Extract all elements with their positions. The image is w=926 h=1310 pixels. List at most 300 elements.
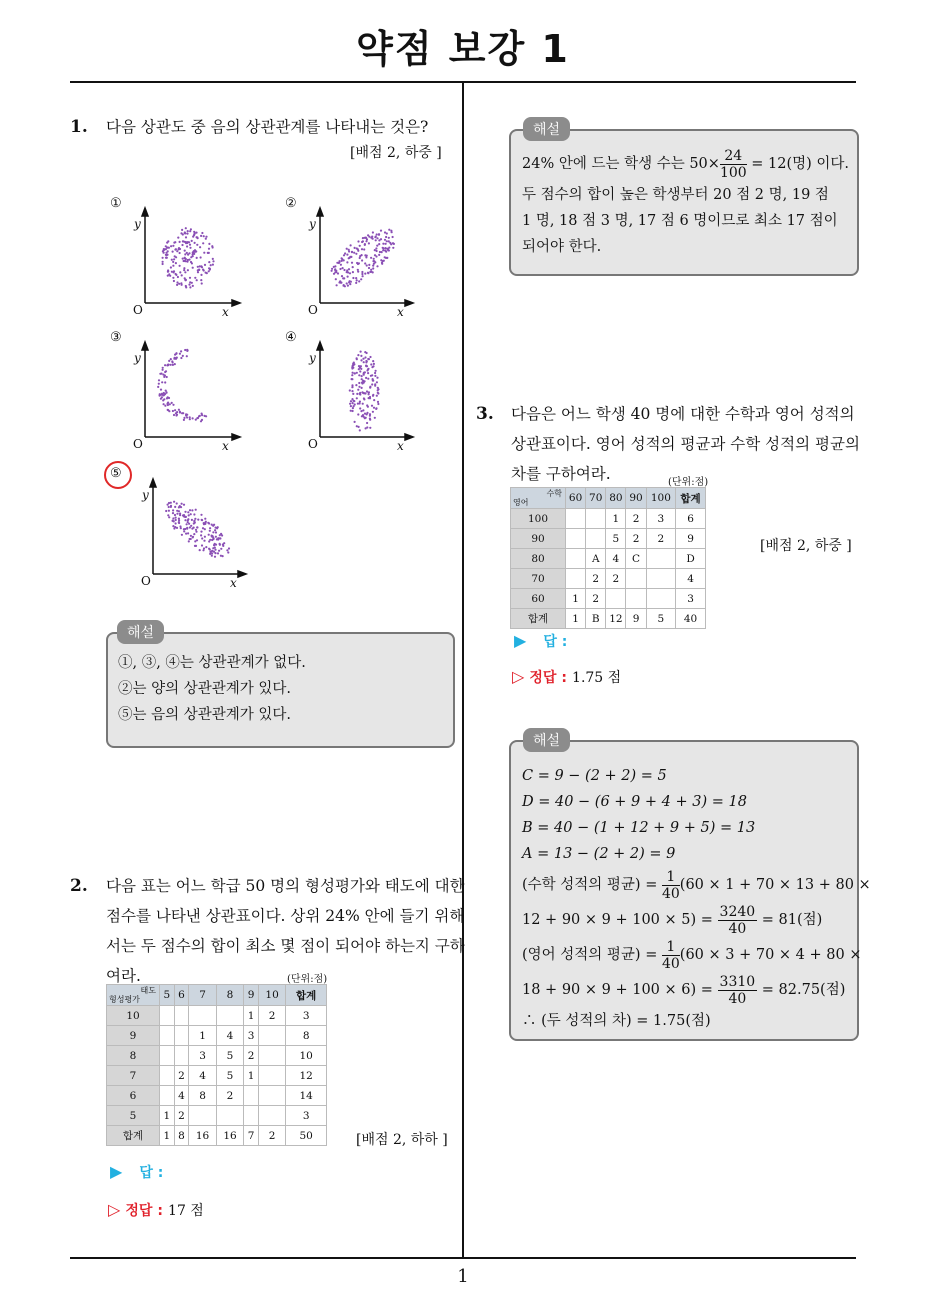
scatter-point	[170, 506, 172, 508]
q2-text-line: 서는 두 점수의 합이 최소 몇 점이 되어야 하는지 구하	[106, 937, 465, 955]
scatter-point	[172, 520, 174, 522]
scatter-point	[220, 548, 222, 550]
scatter-point	[183, 267, 185, 269]
table-cell: 1	[606, 509, 626, 529]
scatter-point	[352, 367, 354, 369]
scatter-point	[361, 387, 363, 389]
fraction-denominator: 100	[719, 164, 747, 181]
scatter-point	[203, 523, 205, 525]
scatter-point	[158, 383, 160, 385]
scatter-point	[193, 234, 195, 236]
scatter-point	[375, 408, 377, 410]
scatter-point	[366, 422, 368, 424]
table-cell: 2	[258, 1006, 285, 1026]
table-cell: 8	[286, 1026, 327, 1046]
scatter-point	[214, 552, 216, 554]
scatter-point	[360, 368, 362, 370]
q1-option-2[interactable]: ②	[285, 196, 297, 211]
scatter-point	[178, 518, 180, 520]
scatter-point	[165, 510, 167, 512]
table-col-header: 합계	[676, 488, 706, 509]
scatter-point	[176, 502, 178, 504]
scatter-point	[167, 514, 169, 516]
scatter-point	[179, 252, 181, 254]
scatter-point	[337, 272, 339, 274]
scatter-point	[393, 243, 395, 245]
table-row-header: 6	[107, 1086, 160, 1106]
table-row	[511, 609, 706, 629]
scatter-point	[359, 393, 361, 395]
scatter-point	[175, 262, 177, 264]
scatter-point	[172, 261, 174, 263]
q2-explanation-text	[522, 146, 849, 260]
scatter-point	[360, 365, 362, 367]
origin-label: O	[308, 437, 318, 451]
scatter-point	[359, 257, 361, 259]
triangle-outline-icon: ▷	[512, 667, 525, 686]
scatter-point	[182, 258, 184, 260]
scatter-point	[201, 232, 203, 234]
q1-option-4[interactable]: ④	[285, 330, 297, 345]
table-cell: 1	[160, 1126, 175, 1146]
scatter-point	[207, 252, 209, 254]
scatter-point	[176, 411, 178, 413]
scatter-point	[376, 233, 378, 235]
scatter-point	[176, 513, 178, 515]
scatter-point	[350, 244, 352, 246]
scatter-point	[210, 264, 212, 266]
scatter-point	[175, 517, 177, 519]
scatter-point	[162, 263, 164, 265]
scatter-point	[163, 403, 165, 405]
scatter-point	[173, 501, 175, 503]
scatter-point	[199, 415, 201, 417]
scatter-point	[355, 384, 357, 386]
q3-explanation-math	[522, 868, 871, 1034]
scatter-point	[379, 251, 381, 253]
scatter-point	[207, 522, 209, 524]
scatter-point	[212, 531, 214, 533]
scatter-point	[211, 552, 213, 554]
scatter-point	[189, 244, 191, 246]
scatter-point	[193, 513, 195, 515]
scatter-point	[374, 383, 376, 385]
corner-top-label: 수학	[546, 489, 562, 498]
scatter-point	[388, 237, 390, 239]
scatter-point	[357, 269, 359, 271]
explain-text: (60 × 1 + 70 × 13 + 80 ×	[679, 877, 871, 893]
scatter-point	[172, 525, 174, 527]
scatter-point	[346, 261, 348, 263]
scatter-point	[362, 409, 364, 411]
table-cell: 9	[676, 529, 706, 549]
scatter-point	[165, 257, 167, 259]
scatter-point	[336, 284, 338, 286]
scatter-point	[194, 277, 196, 279]
scatter-point	[211, 555, 213, 557]
table-row-header: 7	[107, 1066, 160, 1086]
scatter-point	[166, 403, 168, 405]
scatter-point	[384, 239, 386, 241]
table-row	[107, 1026, 327, 1046]
scatter-point	[189, 509, 191, 511]
scatter-point	[168, 397, 170, 399]
scatter-point	[176, 281, 178, 283]
scatter-point	[367, 368, 369, 370]
scatter-point	[189, 286, 191, 288]
scatter-point	[200, 279, 202, 281]
explain-text: 18 + 90 × 9 + 100 × 6) =	[522, 982, 718, 998]
table-cell	[566, 569, 586, 589]
fraction-numerator: 3240	[719, 903, 756, 920]
scatter-point	[335, 278, 337, 280]
scatter-point	[185, 258, 187, 260]
table-cell: B	[586, 609, 606, 629]
scatter-point	[202, 269, 204, 271]
explain-text: (60 × 3 + 70 × 4 + 80 ×	[679, 947, 862, 963]
scatter-point	[382, 249, 384, 251]
table-cell	[566, 529, 586, 549]
scatter-point	[203, 540, 205, 542]
scatter-point	[352, 266, 354, 268]
scatter-point	[201, 544, 203, 546]
scatter-point	[201, 282, 203, 284]
scatter-point	[188, 284, 190, 286]
scatter-point	[346, 271, 348, 273]
scatter-point	[176, 510, 178, 512]
table-cell	[586, 509, 606, 529]
scatter-point	[205, 546, 207, 548]
scatter-point	[187, 254, 189, 256]
scatter-point	[208, 534, 210, 536]
scatter-point	[227, 551, 229, 553]
fraction	[718, 974, 758, 1007]
scatter-point	[200, 420, 202, 422]
scatter-point	[356, 397, 358, 399]
scatter-point	[208, 548, 210, 550]
q2-text-line: 여라.	[106, 967, 141, 985]
scatter-point	[352, 372, 354, 374]
scatter-point	[211, 245, 213, 247]
scatter-point	[160, 389, 162, 391]
fraction	[718, 904, 758, 937]
scatter-point	[167, 364, 169, 366]
scatter-point	[195, 529, 197, 531]
scatter-point	[215, 536, 217, 538]
scatter-point	[204, 518, 206, 520]
scatter-point	[162, 261, 164, 263]
table-row-header: 100	[511, 509, 566, 529]
scatter-point	[353, 405, 355, 407]
scatter-point	[210, 550, 212, 552]
table-cell: 2	[174, 1066, 189, 1086]
scatter-point	[186, 245, 188, 247]
scatter-point	[214, 549, 216, 551]
q2-correct-label: 정답 :	[125, 1203, 163, 1219]
scatter-point	[184, 250, 186, 252]
scatter-point	[188, 241, 190, 243]
scatter-point	[375, 247, 377, 249]
scatter-point	[365, 256, 367, 258]
scatter-point	[331, 270, 333, 272]
scatter-point	[168, 510, 170, 512]
scatter-point	[168, 506, 170, 508]
scatter-point	[201, 537, 203, 539]
scatter-point	[171, 271, 173, 273]
table-cell: 2	[174, 1106, 189, 1126]
scatter-point	[184, 349, 186, 351]
fraction-numerator: 3310	[719, 973, 756, 990]
scatter-point	[170, 364, 172, 366]
table-col-header: 5	[160, 985, 175, 1006]
table-cell: 5	[216, 1046, 243, 1066]
scatter-point	[372, 411, 374, 413]
table-cell	[216, 1006, 243, 1026]
scatter-point	[349, 283, 351, 285]
table-row	[107, 1066, 327, 1086]
scatter-point	[201, 519, 203, 521]
scatter-point	[162, 250, 164, 252]
scatter-point	[354, 247, 356, 249]
scatter-point	[371, 383, 373, 385]
scatter-point	[170, 245, 172, 247]
explain-line: 두 점수의 합이 높은 학생부터 20 점 2 명, 19 점	[522, 187, 829, 203]
q3-answer-label: 답 :	[543, 634, 568, 650]
scatter-point	[195, 419, 197, 421]
scatter-point	[382, 247, 384, 249]
q3-correct-row	[512, 667, 621, 687]
scatter-point	[195, 531, 197, 533]
table-cell: 2	[586, 589, 606, 609]
scatter-point	[364, 413, 366, 415]
scatter-point	[359, 429, 361, 431]
scatter-point	[331, 268, 333, 270]
scatter-point	[162, 374, 164, 376]
table-cell	[216, 1106, 243, 1126]
scatter-point	[368, 267, 370, 269]
scatter-point	[366, 412, 368, 414]
scatter-point	[175, 522, 177, 524]
scatter-point	[212, 525, 214, 527]
scatter-point	[186, 233, 188, 235]
scatter-point	[186, 355, 188, 357]
scatter-point	[372, 265, 374, 267]
table-cell: 3	[244, 1026, 259, 1046]
scatter-point	[174, 506, 176, 508]
play-icon: ▶	[110, 1162, 123, 1181]
table-cell	[646, 549, 676, 569]
scatter-point	[364, 273, 366, 275]
explain-line: ①, ③, ④는 상관관계가 없다.	[118, 655, 306, 671]
scatter-point	[202, 527, 204, 529]
scatter-point	[173, 242, 175, 244]
scatter-point	[189, 277, 191, 279]
corner-top-label: 태도	[140, 986, 156, 995]
table-cell: 3	[286, 1106, 327, 1126]
scatter-point	[339, 268, 341, 270]
explain-line: D = 40 − (6 + 9 + 4 + 3) = 18	[522, 794, 747, 810]
scatter-point	[184, 271, 186, 273]
scatter-point	[362, 275, 364, 277]
scatter-point	[179, 353, 181, 355]
scatter-point	[385, 236, 387, 238]
corner-bottom-label: 형성평가	[109, 995, 140, 1004]
q1-text: 다음 상관도 중 음의 상관관계를 나타내는 것은?	[106, 118, 429, 136]
scatter-point	[194, 518, 196, 520]
table-cell: 9	[626, 609, 646, 629]
table-cell: 2	[626, 529, 646, 549]
scatter-point	[374, 372, 376, 374]
fraction-denominator: 40	[728, 990, 747, 1007]
explain-text: = 81(점)	[757, 912, 823, 928]
table-col-header: 70	[586, 488, 606, 509]
scatter-point	[189, 538, 191, 540]
scatter-point	[181, 503, 183, 505]
table-cell: 3	[676, 589, 706, 609]
q2-correlation-table	[106, 984, 327, 1146]
scatter-point	[193, 533, 195, 535]
scatter-point	[366, 352, 368, 354]
explain-line	[522, 972, 871, 1008]
table-col-header: 10	[258, 985, 285, 1006]
scatter-point	[183, 530, 185, 532]
scatter-point	[356, 393, 358, 395]
table-cell	[626, 589, 646, 609]
table-cell: 8	[189, 1086, 216, 1106]
scatter-point	[380, 238, 382, 240]
scatter-point	[392, 236, 394, 238]
scatter-point	[187, 532, 189, 534]
table-row	[107, 1126, 327, 1146]
q2-answer-row[interactable]	[110, 1162, 163, 1182]
scatter-point	[364, 392, 366, 394]
scatter-point	[351, 374, 353, 376]
table-cell	[258, 1066, 285, 1086]
scatter-point	[358, 386, 360, 388]
axis-y-label: y	[134, 351, 141, 365]
axis-x-label: x	[230, 576, 237, 590]
axis-y-label: y	[309, 217, 316, 231]
scatter-point	[180, 527, 182, 529]
scatter-point	[334, 265, 336, 267]
table-row-header: 70	[511, 569, 566, 589]
scatter-point	[209, 553, 211, 555]
scatter-point	[358, 374, 360, 376]
table-cell	[244, 1106, 259, 1126]
table-cell: 3	[189, 1046, 216, 1066]
scatter-point	[356, 372, 358, 374]
scatter-point	[217, 537, 219, 539]
scatter-point	[349, 403, 351, 405]
scatter-point	[175, 273, 177, 275]
scatter-point	[165, 391, 167, 393]
q1-option-5[interactable]: ⑤	[110, 466, 122, 481]
scatter-point	[371, 374, 373, 376]
scatter-point	[157, 386, 159, 388]
scatter-point	[161, 393, 163, 395]
origin-label: O	[133, 437, 143, 451]
scatter-point	[363, 248, 365, 250]
scatter-point	[222, 555, 224, 557]
scatter-point	[358, 368, 360, 370]
scatter-point	[344, 252, 346, 254]
scatter-point	[348, 257, 350, 259]
scatter-point	[346, 254, 348, 256]
scatter-point	[372, 379, 374, 381]
table-corner	[511, 488, 566, 509]
scatter-point	[182, 412, 184, 414]
scatter-point	[176, 284, 178, 286]
table-row-header: 8	[107, 1046, 160, 1066]
scatter-point	[172, 251, 174, 253]
q3-answer-row[interactable]	[514, 631, 567, 651]
explain-text: = 12(명) 이다.	[746, 156, 850, 172]
table-cell: 2	[244, 1046, 259, 1066]
scatter-point	[185, 279, 187, 281]
table-cell: 14	[286, 1086, 327, 1106]
scatter-point	[200, 235, 202, 237]
scatter-point	[374, 261, 376, 263]
scatter-point	[176, 250, 178, 252]
q1-option-1[interactable]: ①	[110, 196, 122, 211]
table-cell: 6	[676, 509, 706, 529]
scatter-point	[192, 536, 194, 538]
scatter-point	[196, 244, 198, 246]
table-cell: 2	[646, 529, 676, 549]
scatter-point	[364, 380, 366, 382]
explain-text: (수학 성적의 평균) =	[522, 877, 662, 893]
scatter-point	[189, 526, 191, 528]
scatter-point	[376, 265, 378, 267]
scatter-point	[192, 267, 194, 269]
scatter-point	[367, 272, 369, 274]
scatter-point	[201, 414, 203, 416]
scatter-point	[366, 390, 368, 392]
scatter-point	[162, 394, 164, 396]
axis-x-label: x	[222, 305, 229, 319]
table-cell: 4	[216, 1026, 243, 1046]
scatter-point	[342, 267, 344, 269]
table-cell	[160, 1026, 175, 1046]
q1-explanation-label: 해설	[117, 620, 164, 644]
scatter-point	[357, 354, 359, 356]
scatter-point	[368, 393, 370, 395]
scatter-point	[212, 258, 214, 260]
scatter-point	[352, 402, 354, 404]
scatter-point	[170, 358, 172, 360]
scatter-point	[187, 259, 189, 261]
scatter-point	[193, 527, 195, 529]
scatter-point	[193, 520, 195, 522]
scatter-point	[352, 271, 354, 273]
scatter-point	[365, 360, 367, 362]
scatter-point	[174, 514, 176, 516]
q2-correct-value: 17 점	[168, 1203, 204, 1219]
table-cell	[606, 589, 626, 609]
scatter-point	[375, 239, 377, 241]
table-row-header: 합계	[511, 609, 566, 629]
q2-correct-row	[108, 1200, 204, 1220]
scatter-point	[166, 397, 168, 399]
table-cell: 4	[174, 1086, 189, 1106]
table-cell: 50	[286, 1126, 327, 1146]
scatter-point	[364, 356, 366, 358]
scatter-point	[212, 260, 214, 262]
q1-option-3[interactable]: ③	[110, 330, 122, 345]
scatter-point	[208, 270, 210, 272]
scatter-point	[175, 414, 177, 416]
scatter-point	[374, 249, 376, 251]
